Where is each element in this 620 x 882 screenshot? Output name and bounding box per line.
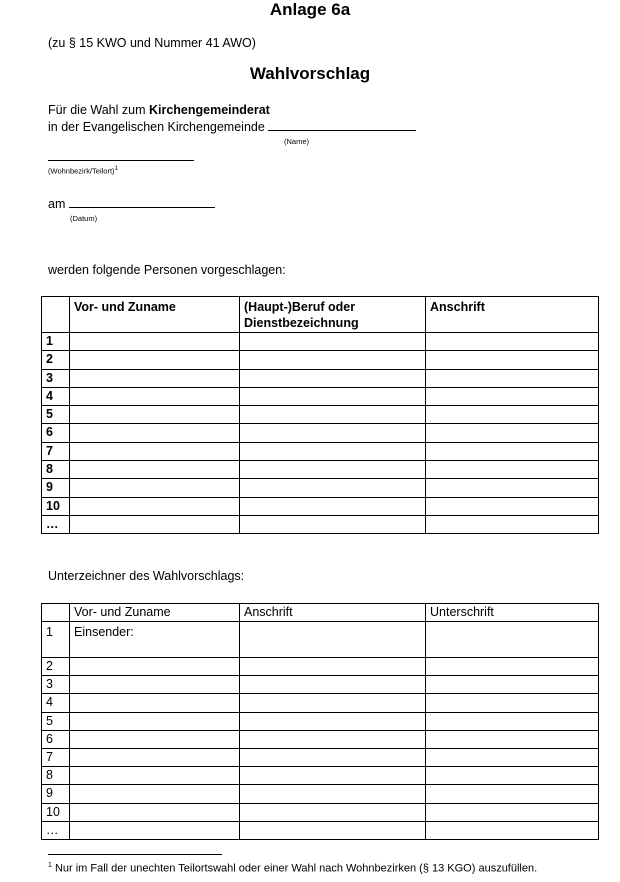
row-number: 6 bbox=[42, 424, 70, 442]
name-cell[interactable] bbox=[70, 406, 240, 424]
name-cell[interactable] bbox=[70, 658, 240, 676]
row-number: 8 bbox=[42, 767, 70, 785]
row-number: 2 bbox=[42, 658, 70, 676]
name-cell[interactable] bbox=[70, 803, 240, 821]
footnote-marker: 1 bbox=[114, 166, 118, 172]
address-cell[interactable] bbox=[240, 694, 426, 712]
header-signature: Unterschrift bbox=[426, 604, 599, 622]
row-number: 7 bbox=[42, 442, 70, 460]
occupation-cell[interactable] bbox=[240, 387, 426, 405]
address-cell[interactable] bbox=[426, 442, 599, 460]
election-intro: Für die Wahl zum bbox=[48, 103, 149, 117]
name-cell[interactable] bbox=[70, 479, 240, 497]
table-row bbox=[42, 803, 599, 821]
address-cell[interactable] bbox=[426, 351, 599, 369]
row-number: 6 bbox=[42, 730, 70, 748]
row-number: 9 bbox=[42, 479, 70, 497]
row-number: 7 bbox=[42, 748, 70, 766]
row-number: 4 bbox=[42, 387, 70, 405]
header-number bbox=[42, 297, 70, 333]
name-cell[interactable] bbox=[70, 748, 240, 766]
table-row bbox=[42, 622, 599, 658]
occupation-cell[interactable] bbox=[240, 333, 426, 351]
date-caption: (Datum) bbox=[70, 214, 98, 223]
name-cell[interactable] bbox=[70, 497, 240, 515]
row-number: 5 bbox=[42, 406, 70, 424]
address-cell[interactable] bbox=[426, 497, 599, 515]
signature-cell[interactable] bbox=[426, 694, 599, 712]
address-cell[interactable] bbox=[426, 406, 599, 424]
name-cell[interactable] bbox=[70, 442, 240, 460]
submitter-name-cell[interactable] bbox=[70, 622, 240, 658]
signature-cell[interactable] bbox=[426, 748, 599, 766]
row-number: 10 bbox=[42, 497, 70, 515]
table-row bbox=[42, 676, 599, 694]
election-body: Kirchengemeinderat bbox=[148, 103, 270, 117]
row-number: … bbox=[42, 821, 70, 839]
parish-text: in der Evangelischen Kirchengemeinde bbox=[48, 120, 269, 134]
candidates-table bbox=[41, 296, 599, 534]
header-name: Vor- und Zuname bbox=[70, 604, 240, 622]
address-cell[interactable] bbox=[426, 369, 599, 387]
annex-title: Anlage 6a bbox=[269, 0, 351, 19]
signature-cell[interactable] bbox=[426, 803, 599, 821]
name-cell[interactable] bbox=[70, 333, 240, 351]
occupation-cell[interactable] bbox=[240, 479, 426, 497]
table-row bbox=[42, 515, 599, 533]
district-field[interactable] bbox=[48, 151, 194, 161]
row-number: … bbox=[42, 515, 70, 533]
row-number: 5 bbox=[42, 712, 70, 730]
address-cell[interactable] bbox=[240, 767, 426, 785]
address-cell[interactable] bbox=[426, 515, 599, 533]
address-cell[interactable] bbox=[240, 676, 426, 694]
header-address: Anschrift bbox=[240, 604, 426, 622]
name-cell[interactable] bbox=[70, 676, 240, 694]
footnote-text: Nur im Fall der unechten Teilortswahl oder einer Wahl nach Wohnbezirken (§ 13 KGO) auszufüllen. bbox=[51, 862, 538, 875]
table-row bbox=[42, 406, 599, 424]
row-number: 3 bbox=[42, 676, 70, 694]
occupation-cell[interactable] bbox=[240, 351, 426, 369]
table-row bbox=[42, 730, 599, 748]
signers-intro: Unterzeichner des Wahlvorschlags: bbox=[48, 569, 245, 583]
address-cell[interactable] bbox=[240, 803, 426, 821]
occupation-cell[interactable] bbox=[240, 369, 426, 387]
table-row bbox=[42, 821, 599, 839]
signature-cell[interactable] bbox=[426, 785, 599, 803]
address-cell[interactable] bbox=[240, 785, 426, 803]
name-cell[interactable] bbox=[70, 351, 240, 369]
table-row bbox=[42, 785, 599, 803]
legal-reference: (zu § 15 KWO und Nummer 41 AWO) bbox=[48, 36, 256, 50]
signature-cell[interactable] bbox=[426, 676, 599, 694]
table-row bbox=[42, 767, 599, 785]
table-row bbox=[42, 497, 599, 515]
signature-cell[interactable] bbox=[426, 767, 599, 785]
parish-line bbox=[48, 120, 416, 134]
table-row bbox=[42, 461, 599, 479]
row-number: 4 bbox=[42, 694, 70, 712]
row-number: 8 bbox=[42, 461, 70, 479]
signature-cell[interactable] bbox=[426, 658, 599, 676]
address-cell[interactable] bbox=[240, 821, 426, 839]
table-row bbox=[42, 479, 599, 497]
address-cell[interactable] bbox=[240, 622, 426, 658]
header-name: Vor- und Zuname bbox=[70, 297, 240, 333]
table-row bbox=[42, 369, 599, 387]
row-number: 2 bbox=[42, 351, 70, 369]
name-cell[interactable] bbox=[70, 712, 240, 730]
footnote-separator bbox=[48, 854, 222, 855]
table-row bbox=[42, 748, 599, 766]
table-row bbox=[42, 351, 599, 369]
row-number: 10 bbox=[42, 803, 70, 821]
candidates-header-row bbox=[42, 297, 599, 333]
form-title: Wahlvorschlag bbox=[249, 64, 371, 83]
table-row bbox=[42, 442, 599, 460]
occupation-cell[interactable] bbox=[240, 461, 426, 479]
date-line bbox=[48, 197, 215, 211]
row-number: 1 bbox=[42, 622, 70, 658]
occupation-cell[interactable] bbox=[240, 442, 426, 460]
row-number: 9 bbox=[42, 785, 70, 803]
signature-cell[interactable] bbox=[426, 622, 599, 658]
address-cell[interactable] bbox=[426, 333, 599, 351]
name-cell[interactable] bbox=[70, 515, 240, 533]
table-row bbox=[42, 333, 599, 351]
footnote bbox=[48, 862, 537, 875]
occupation-cell[interactable] bbox=[240, 406, 426, 424]
name-cell[interactable] bbox=[70, 785, 240, 803]
occupation-cell[interactable] bbox=[240, 497, 426, 515]
header-address: Anschrift bbox=[426, 297, 599, 333]
row-number: 1 bbox=[42, 333, 70, 351]
submitter-label: Einsender: bbox=[74, 625, 134, 639]
address-cell[interactable] bbox=[426, 479, 599, 497]
candidates-intro: werden folgende Personen vorgeschlagen: bbox=[48, 263, 286, 277]
occupation-cell[interactable] bbox=[240, 515, 426, 533]
address-cell[interactable] bbox=[426, 461, 599, 479]
signature-cell[interactable] bbox=[426, 730, 599, 748]
name-cell[interactable] bbox=[70, 767, 240, 785]
name-cell[interactable] bbox=[70, 461, 240, 479]
name-cell[interactable] bbox=[70, 387, 240, 405]
name-cell[interactable] bbox=[70, 821, 240, 839]
address-cell[interactable] bbox=[240, 658, 426, 676]
parish-name-field[interactable] bbox=[268, 121, 416, 131]
footnote-number: 1 bbox=[48, 862, 52, 869]
name-cell[interactable] bbox=[70, 730, 240, 748]
name-cell[interactable] bbox=[70, 369, 240, 387]
row-number: 3 bbox=[42, 369, 70, 387]
table-row bbox=[42, 658, 599, 676]
election-line bbox=[48, 103, 270, 117]
name-caption: (Name) bbox=[284, 137, 310, 146]
name-cell[interactable] bbox=[70, 694, 240, 712]
header-occupation: (Haupt-)Beruf oder Dienstbezeichnung bbox=[240, 297, 426, 333]
address-cell[interactable] bbox=[240, 712, 426, 730]
table-row bbox=[42, 424, 599, 442]
date-prefix: am bbox=[48, 197, 69, 211]
signature-cell[interactable] bbox=[426, 712, 599, 730]
signature-cell[interactable] bbox=[426, 821, 599, 839]
occupation-cell[interactable] bbox=[240, 424, 426, 442]
address-cell[interactable] bbox=[426, 424, 599, 442]
date-field[interactable] bbox=[69, 198, 215, 208]
header-number bbox=[42, 604, 70, 622]
table-row bbox=[42, 712, 599, 730]
table-row bbox=[42, 694, 599, 712]
address-cell[interactable] bbox=[426, 387, 599, 405]
signers-header-row bbox=[42, 604, 599, 622]
address-cell[interactable] bbox=[240, 748, 426, 766]
signers-table bbox=[41, 603, 599, 840]
table-row bbox=[42, 387, 599, 405]
address-cell[interactable] bbox=[240, 730, 426, 748]
name-cell[interactable] bbox=[70, 424, 240, 442]
district-caption: (Wohnbezirk/Teilort)$^1$ bbox=[48, 166, 118, 176]
